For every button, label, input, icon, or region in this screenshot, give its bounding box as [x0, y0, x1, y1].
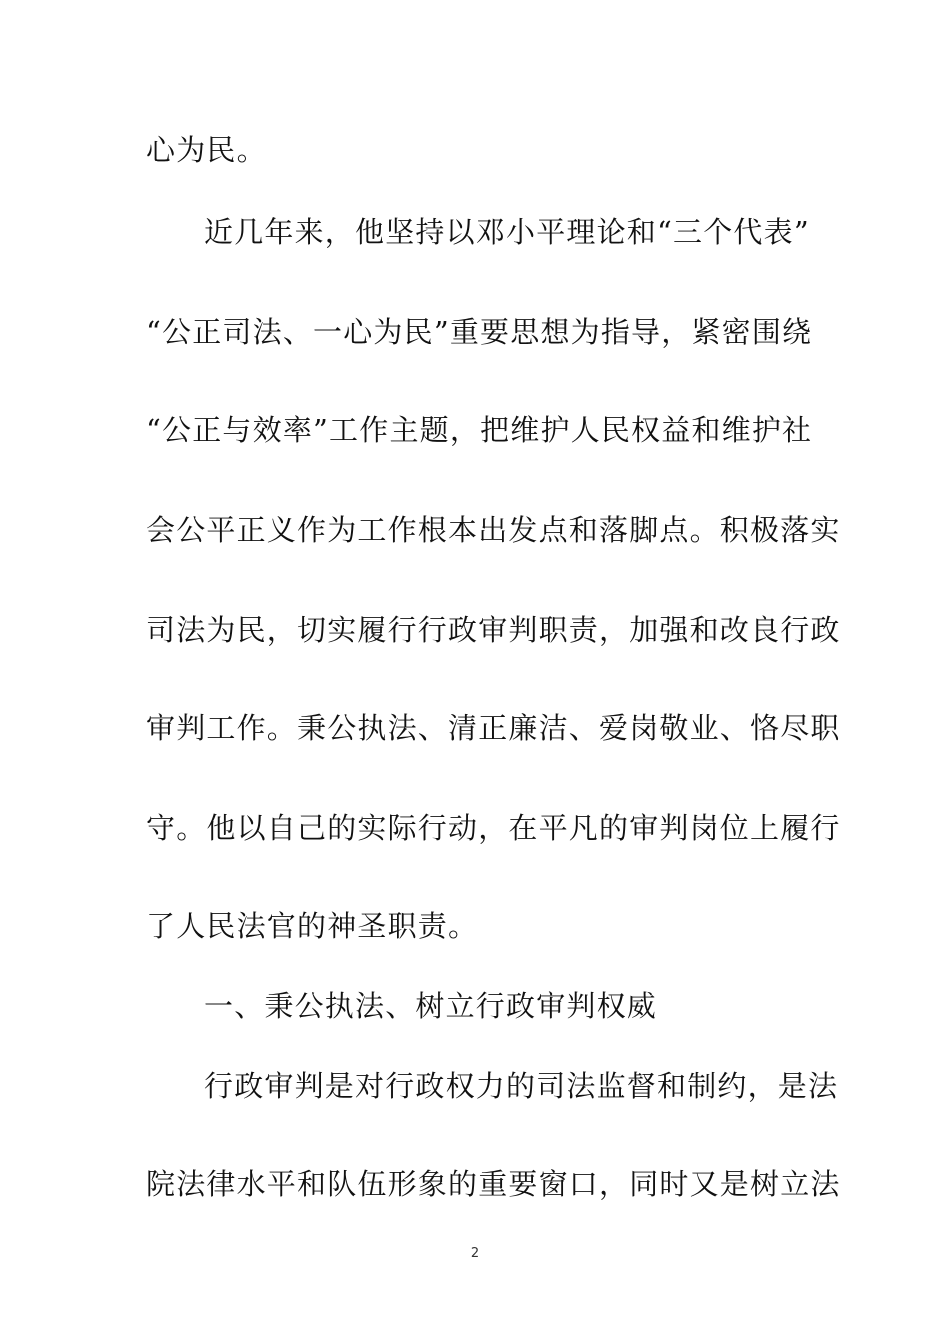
text-line: 会公平正义作为工作根本出发点和落脚点。积极落实: [146, 513, 841, 547]
text-line: 了人民法官的神圣职责。: [146, 909, 479, 943]
text-line: “公正司法、一心为民”重要思想为指导，紧密围绕: [146, 315, 813, 349]
text-line: 心为民。: [146, 133, 267, 167]
paragraph-first-line: 行政审判是对行政权力的司法监督和制约，是法: [204, 1069, 839, 1103]
paragraph-first-line: 近几年来，他坚持以邓小平理论和“三个代表”: [204, 215, 810, 249]
section-heading: 一、秉公执法、树立行政审判权威: [204, 989, 658, 1023]
page-number: 2: [470, 1246, 480, 1261]
text-line: 院法律水平和队伍形象的重要窗口，同时又是树立法: [146, 1167, 841, 1201]
text-line: 守。他以自己的实际行动，在平凡的审判岗位上履行: [146, 811, 841, 845]
text-line: 审判工作。秉公执法、清正廉洁、爱岗敬业、恪尽职: [146, 711, 841, 745]
text-line: 司法为民，切实履行行政审判职责，加强和改良行政: [146, 613, 841, 647]
text-line: “公正与效率”工作主题，把维护人民权益和维护社: [146, 413, 813, 447]
